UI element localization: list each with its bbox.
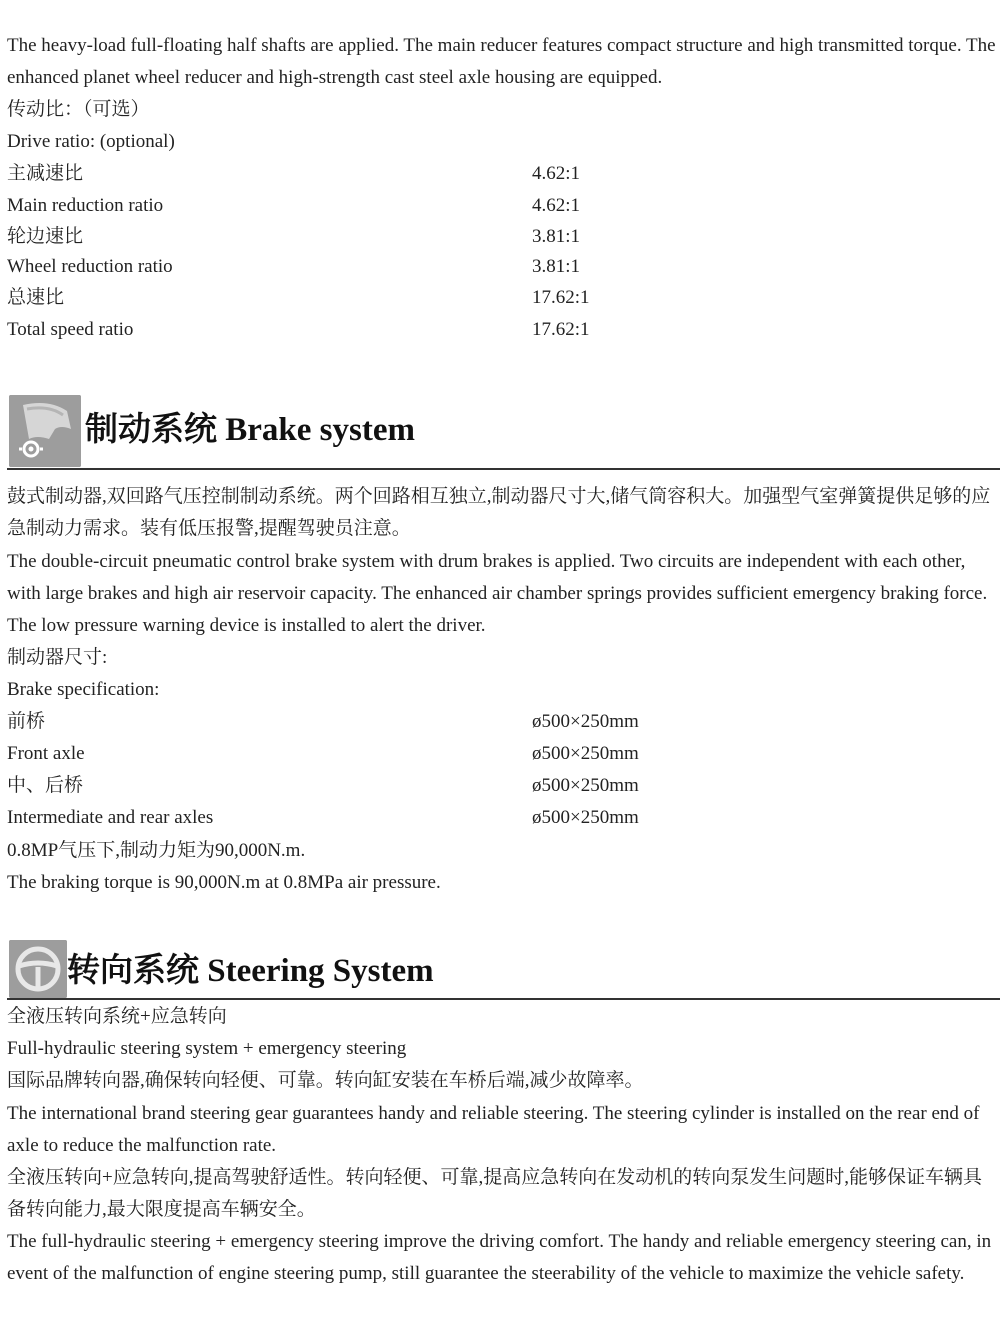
row-label: Wheel reduction ratio [7, 256, 173, 277]
section-title: 制动系统 Brake system [85, 412, 415, 448]
row-value: 17.62:1 [532, 319, 590, 340]
brake-torque-cn: 0.8MP气压下,制动力矩为90,000N.m. [7, 840, 306, 861]
row-label: 中、后桥 [7, 775, 84, 796]
brake-spec-row [7, 802, 707, 834]
drive-ratio-row [7, 190, 707, 222]
steering-line2-cn: 国际品牌转向器,确保转向轻便、可靠。转向缸安装在车桥后端,减少故障率。 [7, 1070, 644, 1091]
row-label: Total speed ratio [7, 319, 134, 340]
drive-intro-en: The heavy-load full-floating half shafts are applied. The main reducer features compact structure and high transmitted torque. The enhanced planet wheel reducer and high-strength cast steel axle housing are equipped. [7, 35, 996, 88]
brake-desc-en: The double-circuit pneumatic control brake system with drum brakes is applied. Two circuits are independent with each other, with large brakes and high air reservoir capacity. The enhanced air chamber springs provides sufficient emergency braking force. The low pressure warning device is installed to alert the driver. [7, 551, 988, 636]
steering-line3-cn: 全液压转向+应急转向,提高驾驶舒适性。转向轻便、可靠,提高应急转向在发动机的转向泵发生问题时,能够保证车辆具备转向能力,最大限度提高车辆安全。 [7, 1167, 982, 1220]
row-label: Front axle [7, 743, 85, 764]
steering-line1-cn: 全液压转向系统+应急转向 [7, 1006, 227, 1027]
brake-desc-cn: 鼓式制动器,双回路气压控制制动系统。两个回路相互独立,制动器尺寸大,储气筒容积大。加强型气室弹簧提供足够的应急制动力需求。装有低压报警,提醒驾驶员注意。 [7, 486, 991, 539]
brake-spec-row [7, 770, 707, 802]
brake-spec-en: Brake specification: [7, 679, 160, 700]
brake-spec-row [7, 706, 707, 738]
drive-ratio-row [7, 282, 707, 314]
row-value: 4.62:1 [532, 163, 581, 184]
section-divider [7, 998, 1000, 1000]
row-value: 3.81:1 [532, 256, 581, 277]
row-value: ø500×250mm [532, 711, 639, 732]
steering-line1-en: Full-hydraulic steering system + emergency steering [7, 1038, 407, 1059]
brake-spec-row [7, 738, 707, 770]
drive-ratio-row [7, 221, 707, 253]
row-label: 总速比 [7, 287, 65, 308]
brake-spec-cn: 制动器尺寸: [7, 647, 108, 668]
steering-wheel-icon [9, 940, 67, 998]
drive-ratio-row [7, 314, 707, 346]
row-label: 轮边速比 [7, 226, 84, 247]
row-value: ø500×250mm [532, 775, 639, 796]
row-label: Main reduction ratio [7, 195, 164, 216]
drive-ratio-en: Drive ratio: (optional) [7, 131, 175, 152]
row-value: 4.62:1 [532, 195, 581, 216]
steering-line2-en: The international brand steering gear guarantees handy and reliable steering. The steering cylinder is installed on the rear end of axle to reduce the malfunction rate. [7, 1103, 980, 1156]
row-label: Intermediate and rear axles [7, 807, 214, 828]
row-value: ø500×250mm [532, 807, 639, 828]
row-label: 前桥 [7, 711, 46, 732]
section-title: 转向系统 Steering System [67, 953, 434, 989]
section-divider [7, 468, 1000, 470]
drive-ratio-cn: 传动比：（可选） [7, 99, 150, 120]
brake-system-icon [9, 395, 81, 467]
drive-ratio-row [7, 158, 707, 190]
row-value: ø500×250mm [532, 743, 639, 764]
brake-section-header [9, 395, 1000, 469]
row-value: 17.62:1 [532, 287, 590, 308]
steering-line3-en: The full-hydraulic steering + emergency steering improve the driving comfort. The handy and reliable emergency steering can, in event of the malfunction of engine steering pump, still guarantee the steerability of the vehicle to maximize the vehicle safety. [7, 1231, 992, 1284]
drive-ratio-row [7, 251, 707, 283]
row-value: 3.81:1 [532, 226, 581, 247]
row-label: 主减速比 [7, 163, 84, 184]
brake-torque-en: The braking torque is 90,000N.m at 0.8MPa air pressure. [7, 872, 441, 893]
